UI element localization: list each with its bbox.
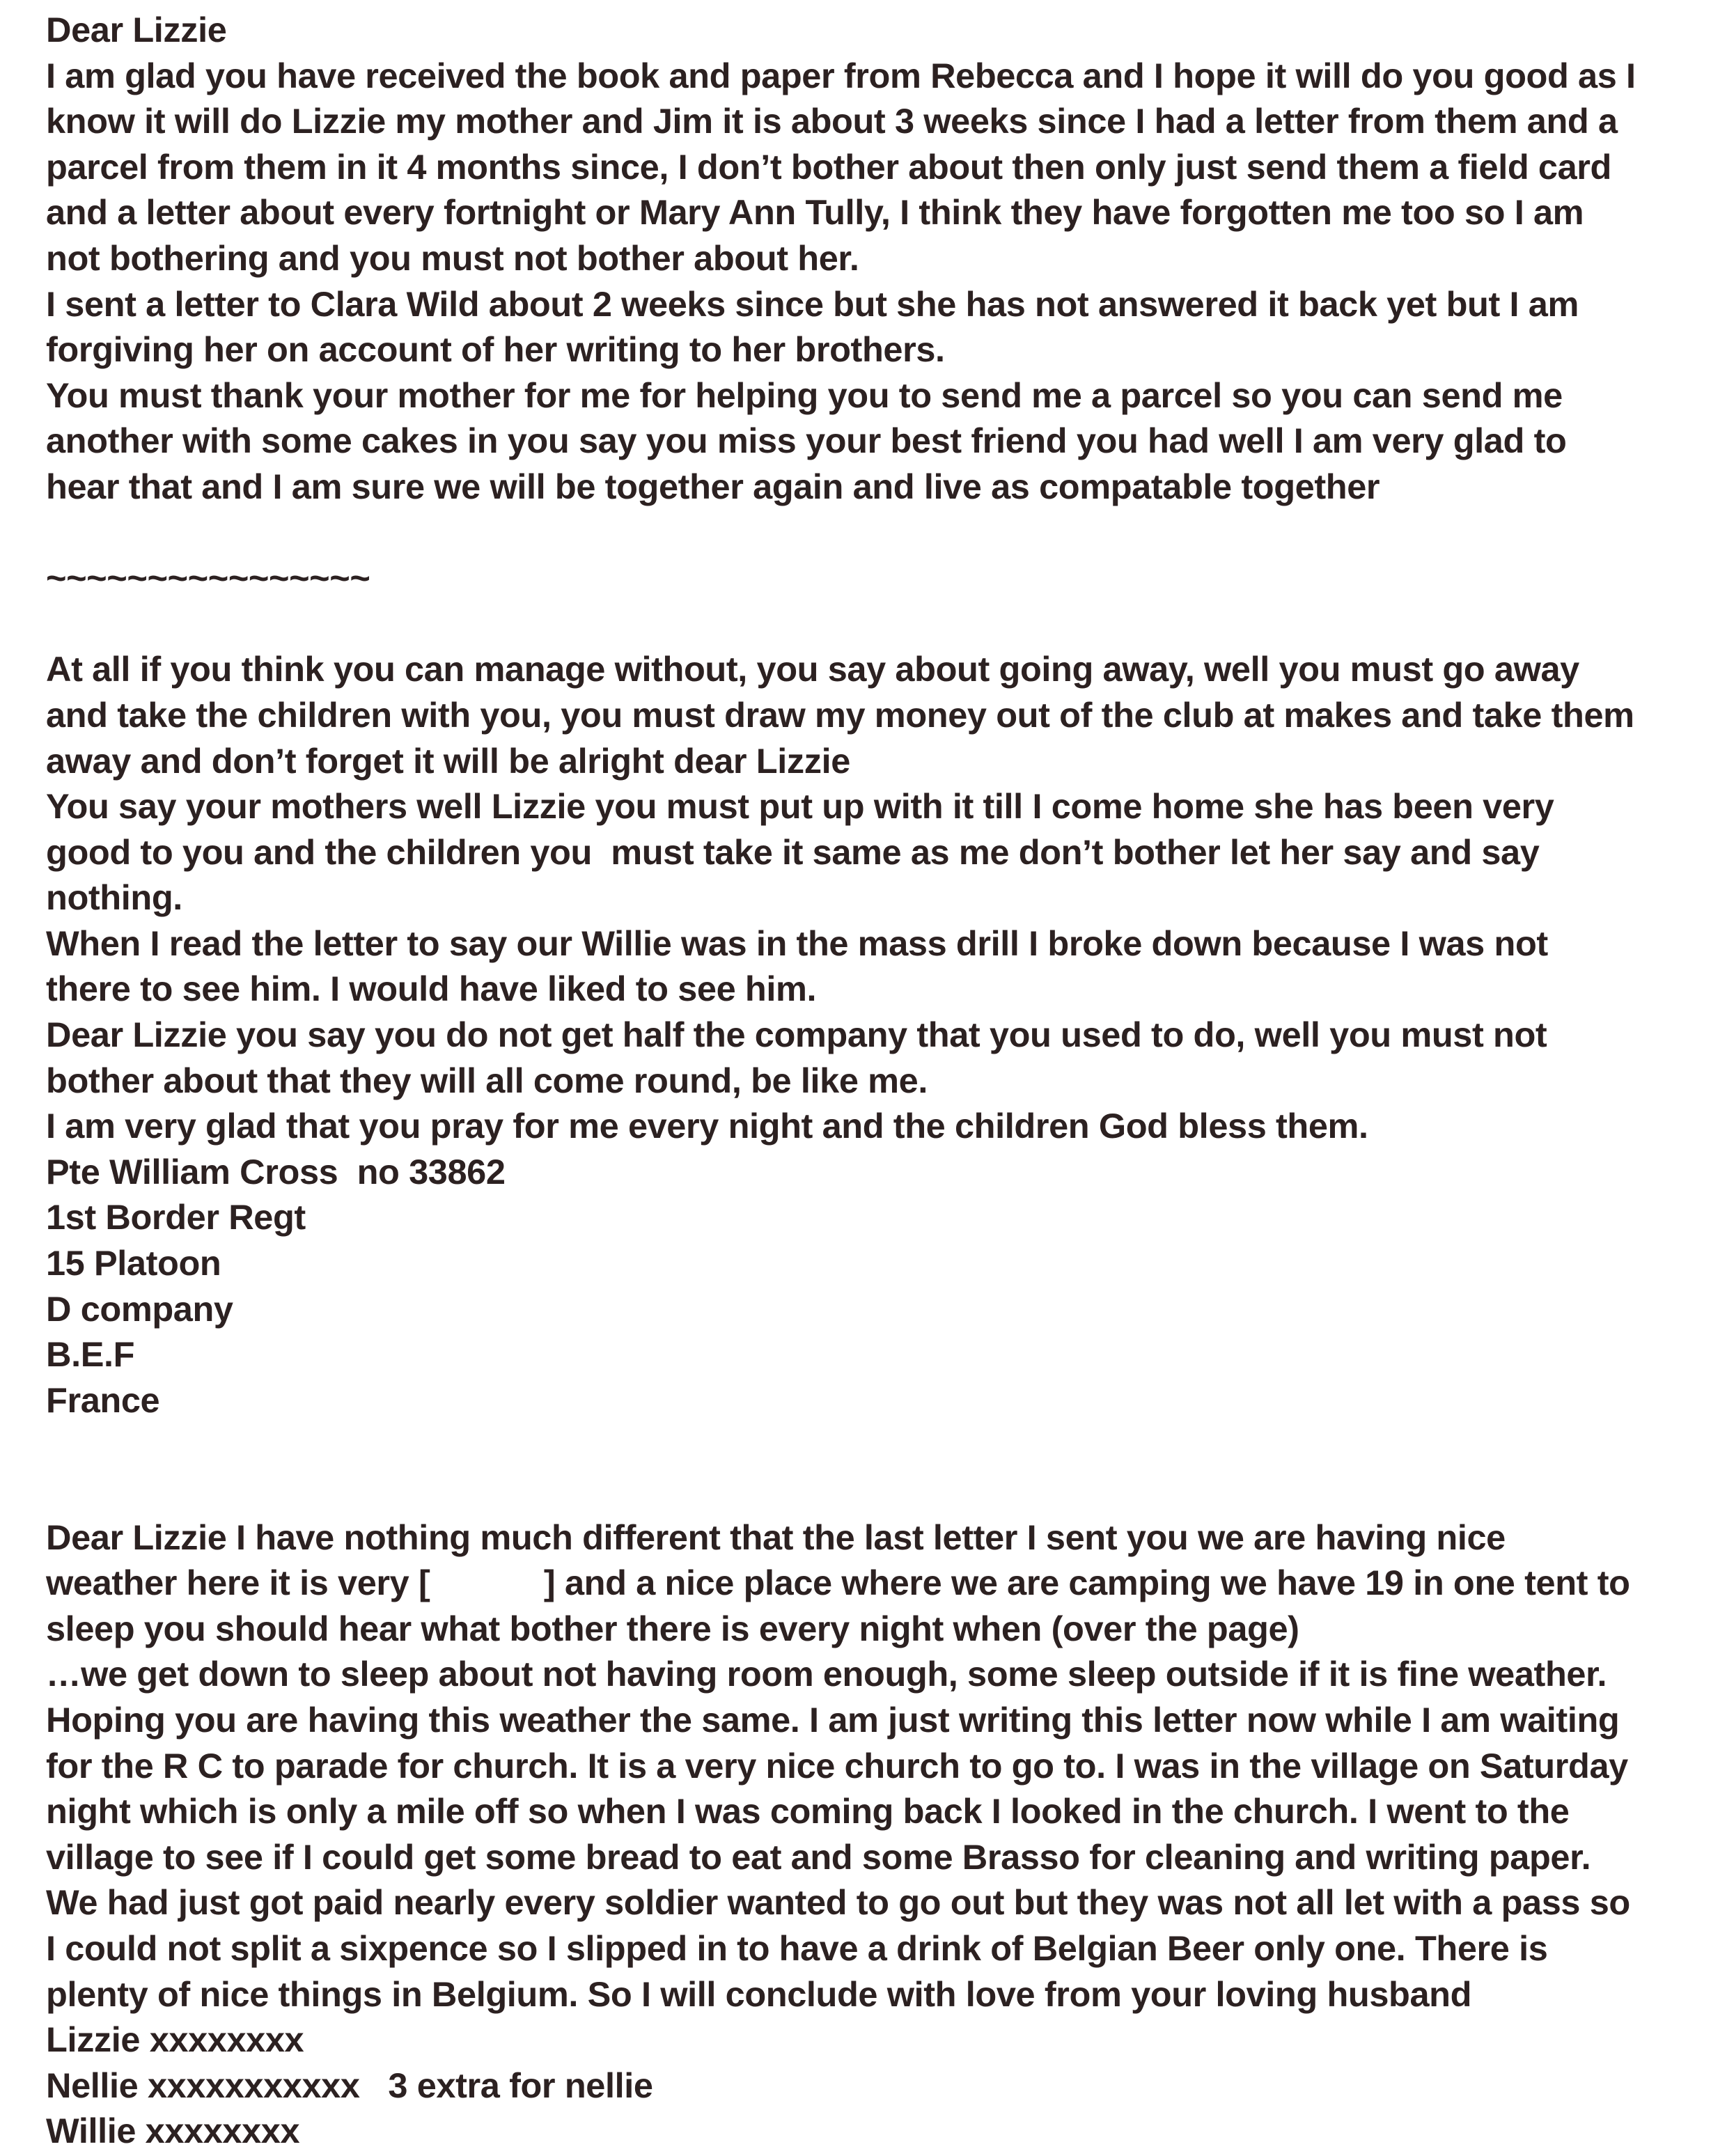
text-line: sleep you should hear what bother there is every night when (over the page): [46, 1608, 1299, 1648]
text-line: there to see him. I would have liked to see him.: [46, 969, 817, 1009]
letter-section-3: [46, 1515, 1717, 2154]
blank-line: [46, 601, 1717, 647]
address-country: France: [46, 1380, 160, 1420]
kisses-nellie: Nellie xxxxxxxxxxx 3 extra for nellie: [46, 2065, 653, 2105]
text-line: for the R C to parade for church. It is a very nice church to go to. I was in the village on Saturday: [46, 1745, 1628, 1786]
text-line: Hoping you are having this weather the same. I am just writing this letter now while I am waiting: [46, 1699, 1620, 1740]
text-line: You must thank your mother for me for helping you to send me a parcel so you can send me: [46, 375, 1563, 415]
blank-line: [46, 1423, 1717, 1469]
text-line: nothing.: [46, 877, 182, 918]
text-line: You say your mothers well Lizzie you must put up with it till I come home she has been very: [46, 786, 1554, 827]
letter-section-1: [46, 7, 1717, 510]
text-line: At all if you think you can manage without, you say about going away, well you must go away: [46, 649, 1579, 689]
text-line: bother about that they will all come round, be like me.: [46, 1060, 928, 1100]
text-line: good to you and the children you must take it same as me don’t bother let her say and say: [46, 831, 1540, 872]
text-line: not bothering and you must not bother about her.: [46, 237, 859, 278]
salutation: Dear Lizzie: [46, 10, 227, 49]
kisses-lizzie: Lizzie xxxxxxxx: [46, 2020, 304, 2060]
blank-line: [46, 1469, 1717, 1515]
text-line: parcel from them in it 4 months since, I don’t bother about then only just send them a field card: [46, 146, 1612, 187]
text-line: know it will do Lizzie my mother and Jim it is about 3 weeks since I had a letter from them and a: [46, 101, 1618, 141]
text-line: village to see if I could get some bread to eat and some Brasso for cleaning and writing paper.: [46, 1836, 1591, 1877]
text-line: …we get down to sleep about not having room enough, some sleep outside if it is fine weather.: [46, 1654, 1607, 1694]
letter-transcript: [46, 7, 1717, 2154]
address-name: Pte William Cross no 33862: [46, 1151, 506, 1192]
blank-line: [46, 510, 1717, 556]
text-line: and a letter about every fortnight or Mary Ann Tully, I think they have forgotten me too so I am: [46, 192, 1584, 233]
address-regiment: 1st Border Regt: [46, 1197, 306, 1237]
text-line: another with some cakes in you say you miss your best friend you had well I am very glad to: [46, 421, 1567, 461]
text-line: We had just got paid nearly every soldier wanted to go out but they was not all let with a pass so: [46, 1882, 1630, 1923]
text-line: plenty of nice things in Belgium. So I will conclude with love from your loving husband: [46, 1974, 1472, 2014]
kisses-willie: Willie xxxxxxxx: [46, 2111, 300, 2151]
text-line: I could not split a sixpence so I slipped in to have a drink of Belgian Beer only one. There is: [46, 1928, 1548, 1968]
text-line: I am very glad that you pray for me every night and the children God bless them.: [46, 1106, 1368, 1146]
address-platoon: 15 Platoon: [46, 1243, 221, 1283]
tilde-separator: ~~~~~~~~~~~~~~~~: [46, 558, 370, 598]
text-line: I sent a letter to Clara Wild about 2 weeks since but she has not answered it back yet but I am: [46, 283, 1579, 324]
text-line: weather here it is very [ ] and a nice place where we are camping we have 19 in one tent to: [46, 1563, 1630, 1603]
text-line: away and don’t forget it will be alright dear Lizzie: [46, 740, 850, 781]
text-line: forgiving her on account of her writing to her brothers.: [46, 329, 945, 370]
text-line: Dear Lizzie I have nothing much different that the last letter I sent you we are having nice: [46, 1517, 1506, 1557]
address-force: B.E.F: [46, 1334, 135, 1375]
letter-section-2: [46, 646, 1717, 1423]
address-company: D company: [46, 1288, 233, 1329]
text-line: hear that and I am sure we will be together again and live as compatable together: [46, 466, 1380, 506]
text-line: Dear Lizzie you say you do not get half the company that you used to do, well you must not: [46, 1015, 1547, 1055]
text-line: night which is only a mile off so when I was coming back I looked in the church. I went to the: [46, 1791, 1570, 1831]
text-line: When I read the letter to say our Willie was in the mass drill I broke down because I was not: [46, 923, 1548, 963]
text-line: and take the children with you, you must draw my money out of the club at makes and take them: [46, 694, 1634, 735]
text-line: I am glad you have received the book and paper from Rebecca and I hope it will do you good as I: [46, 55, 1636, 95]
